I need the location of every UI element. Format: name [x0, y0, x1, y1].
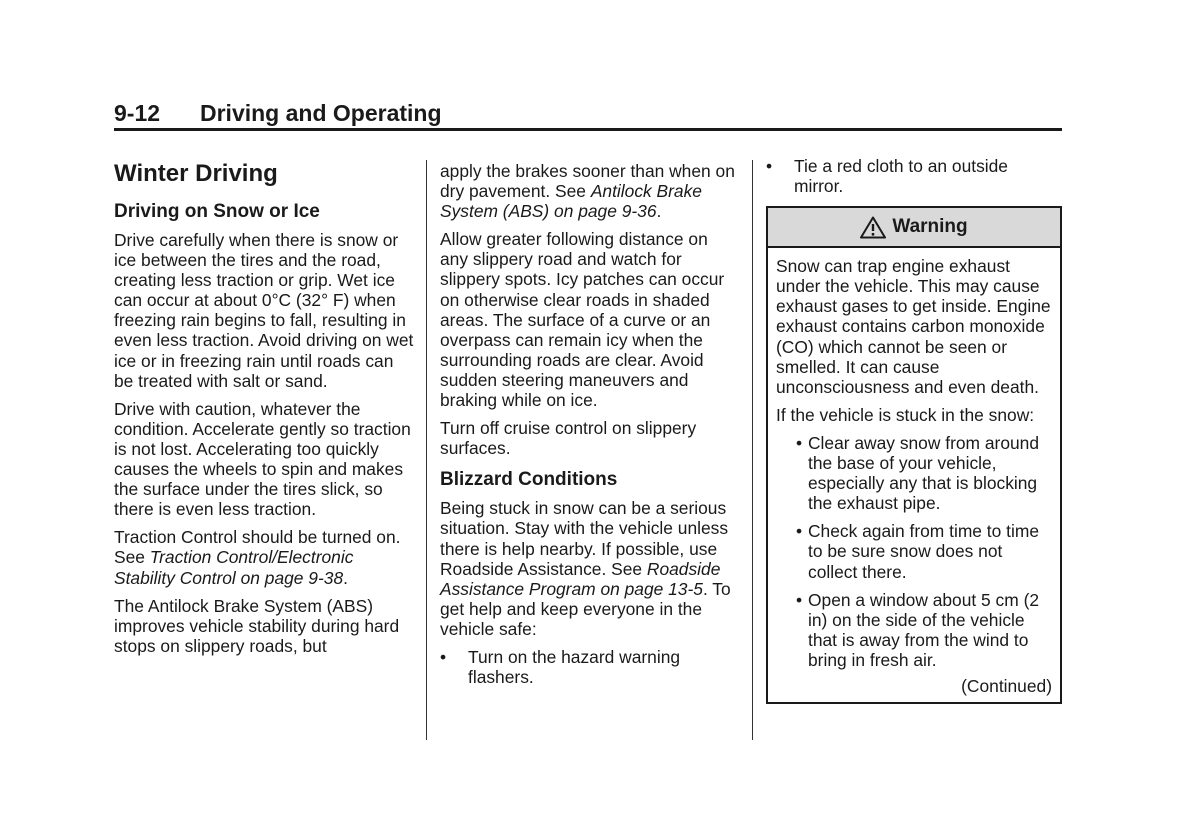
list-item: • Check again from time to time to be sure snow does not collect there. — [776, 521, 1052, 581]
paragraph: Allow greater following distance on any slippery road and watch for slippery spots. Icy patches can occur on otherwise clear roads in shaded areas. The surface of a curve or an overpass can remain icy when the surrounding roads are clear. Avoid sudden steering maneuvers and braking while on ice. — [440, 229, 725, 411]
warning-title: Warning — [892, 216, 968, 238]
paragraph: The Antilock Brake System (ABS) improves vehicle stability during hard stops on slippery roads, but — [114, 595, 400, 656]
column-left — [114, 156, 414, 664]
page-number: 9-12 — [114, 100, 161, 126]
subsection-heading: Blizzard Conditions — [440, 469, 618, 491]
paragraph: Drive carefully when there is snow or ice between the tires and the road, creating less traction or grip. Wet ice can occur at about 0°C (32° F) when freezing rain begins to fall, resulting in even less traction. Avoid driving on wet ice or in freezing rain until roads can be treated with salt or sand. — [114, 230, 414, 391]
paragraph: If the vehicle is stuck in the snow: — [776, 404, 1035, 425]
paragraph-text: Being stuck in snow can be a serious situation. Stay with the vehicle unless there is help nearby. If possible, use Roadside Assistance. See — [440, 498, 729, 579]
cross-reference-link[interactable]: Roadside Assistance Program on page 13-5 — [440, 558, 721, 599]
list-item: • Open a window about 5 cm (2 in) on the side of the vehicle that is away from the wind to bring in fresh air. — [776, 590, 1052, 670]
column-divider — [426, 160, 427, 740]
paragraph-text: . — [343, 567, 348, 588]
column-divider — [752, 160, 753, 740]
warning-header — [768, 208, 1060, 248]
paragraph: Snow can trap engine exhaust under the vehicle. This may cause exhaust gases to get inside. Engine exhaust contains carbon monoxide (CO) which cannot be seen or smelled. It can cause unconsciousness and even death. — [776, 256, 1051, 397]
cross-reference-link[interactable]: Antilock Brake System (ABS) on page 9-36 — [440, 181, 702, 222]
section-heading: Winter Driving — [114, 160, 278, 187]
column-right — [766, 156, 1062, 704]
paragraph — [440, 498, 740, 639]
paragraph: Turn off cruise control on slippery surfaces. — [440, 418, 697, 459]
paragraph-text: apply the brakes sooner than when on dry pavement. See — [440, 161, 735, 202]
continued-label: (Continued) — [961, 675, 1052, 696]
warning-box — [766, 206, 1062, 704]
paragraph — [114, 527, 414, 587]
list-item: • Clear away snow from around the base of your vehicle, especially any that is blocking the exhaust pipe. — [776, 433, 1052, 513]
warning-body — [768, 248, 1060, 702]
page-header — [114, 100, 1062, 130]
bullet-list — [440, 647, 740, 687]
paragraph-text: . — [656, 201, 662, 222]
warning-triangle-icon — [860, 216, 886, 239]
bullet-list — [766, 156, 1062, 196]
paragraph-text: Traction Control should be turned on. See — [114, 527, 401, 568]
header-divider — [114, 128, 1062, 131]
section-title: Driving and Operating — [200, 100, 442, 126]
cross-reference-link[interactable]: Traction Control/Electronic Stability Control on page 9-38 — [114, 547, 354, 588]
list-item: • Turn on the hazard warning flashers. — [440, 647, 740, 687]
paragraph: Drive with caution, whatever the condition. Accelerate gently so traction is not lost. Accelerating too quickly causes the wheels to spin and makes the surface under the tires slick, so there is even less traction. — [114, 398, 411, 520]
bullet-list — [776, 433, 1052, 670]
list-item: • Tie a red cloth to an outside mirror. — [766, 156, 1062, 196]
subsection-heading: Driving on Snow or Ice — [114, 201, 320, 222]
paragraph — [440, 161, 740, 221]
paragraph-text: . To get help and keep everyone in the vehicle safe: — [440, 578, 731, 639]
column-middle — [440, 161, 740, 695]
